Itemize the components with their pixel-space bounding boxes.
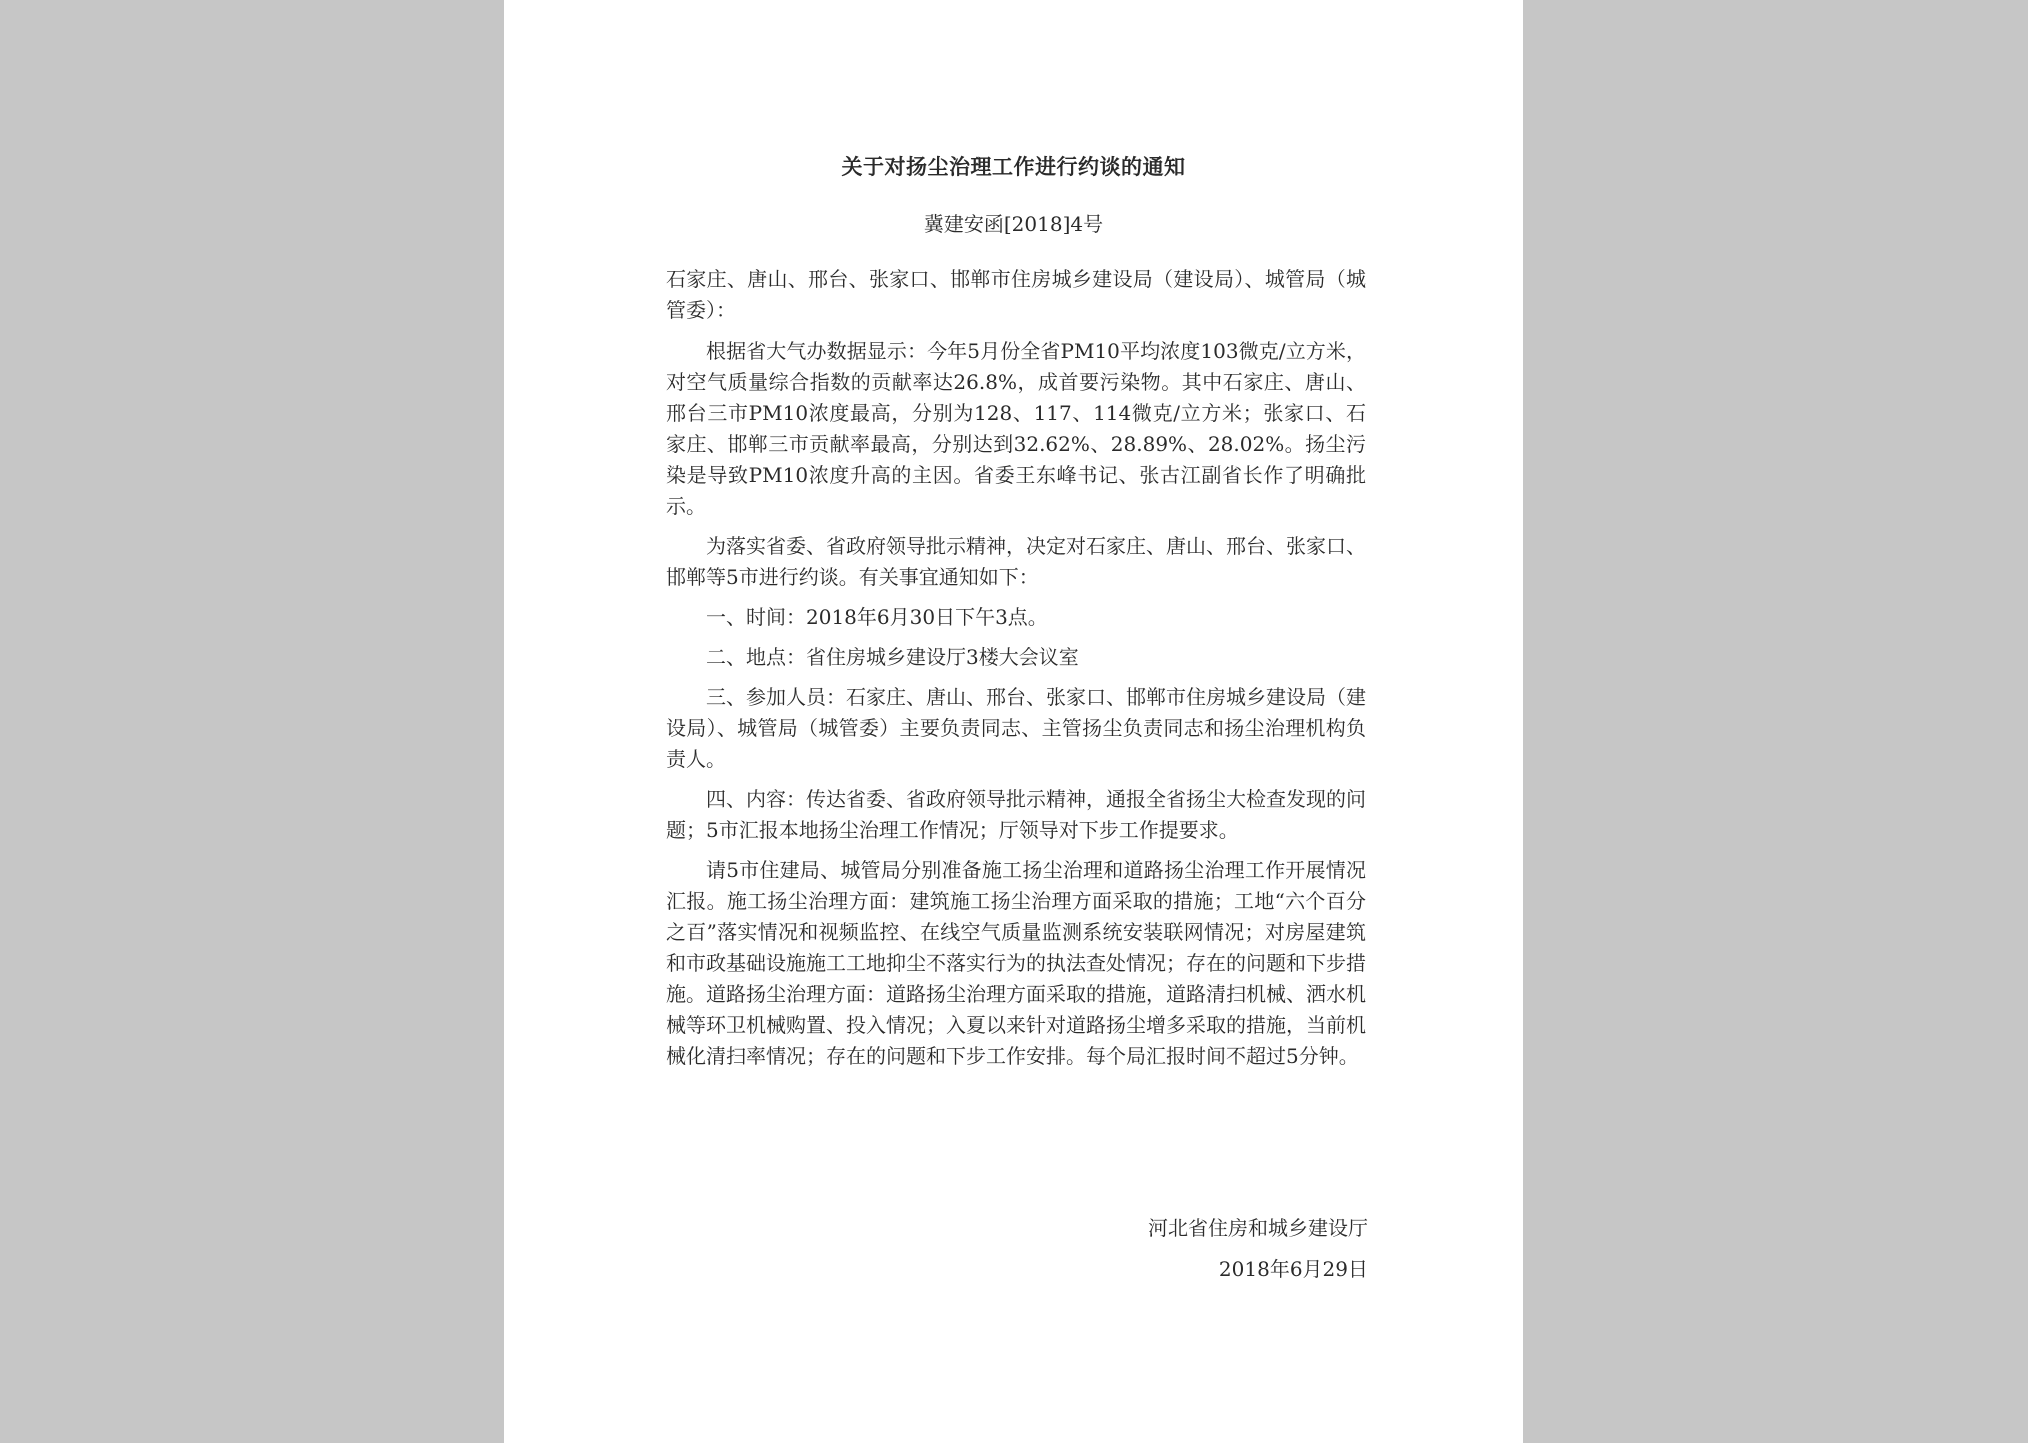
signature-block	[1148, 1208, 1368, 1290]
addressee: 石家庄、唐山、邢台、张家口、邯郸市住房城乡建设局（建设局）、城管局（城管委）：	[666, 267, 1366, 322]
item-attendees: 三、参加人员：石家庄、唐山、邢台、张家口、邯郸市住房城乡建设局（建设局）、城管局（城管委）主要负责同志、主管扬尘负责同志和扬尘治理机构负责人。	[666, 685, 1366, 771]
document-title: 关于对扬尘治理工作进行约谈的通知	[841, 154, 1186, 179]
issuing-organization: 河北省住房和城乡建设厅	[1148, 1216, 1368, 1240]
document-number: 冀建安函[2018]4号	[923, 212, 1104, 236]
item-time: 一、时间：2018年6月30日下午3点。	[706, 605, 1048, 629]
paragraph-reporting-requirements: 请5市住建局、城管局分别准备施工扬尘治理和道路扬尘治理工作开展情况汇报。施工扬尘治理方面：建筑施工扬尘治理方面采取的措施；工地“六个百分之百”落实情况和视频监控、在线空气质量监测系统安装联网情况；对房屋建筑和市政基础设施施工工地抑尘不落实行为的执法查处情况；存在的问题和下步措施。道路扬尘治理方面：道路扬尘治理方面采取的措施，道路清扫机械、洒水机械等环卫机械购置、投入情况；入夏以来针对道路扬尘增多采取的措施，当前机械化清扫率情况；存在的问题和下步工作安排。每个局汇报时间不超过5分钟。	[666, 858, 1366, 1068]
document-body	[666, 264, 1366, 1081]
document-page	[504, 0, 1523, 1443]
paragraph-decision: 为落实省委、省政府领导批示精神，决定对石家庄、唐山、邢台、张家口、邯郸等5市进行约谈。有关事宜通知如下：	[666, 534, 1366, 589]
item-content: 四、内容：传达省委、省政府领导批示精神，通报全省扬尘大检查发现的问题；5市汇报本地扬尘治理工作情况；厅领导对下步工作提要求。	[666, 787, 1366, 842]
item-location: 二、地点：省住房城乡建设厅3楼大会议室	[706, 645, 1079, 669]
issue-date: 2018年6月29日	[1218, 1257, 1368, 1281]
paragraph-background: 根据省大气办数据显示：今年5月份全省PM10平均浓度103微克/立方米，对空气质量综合指数的贡献率达26.8%，成首要污染物。其中石家庄、唐山、邢台三市PM10浓度最高，分别为128、117、114微克/立方米；张家口、石家庄、邯郸三市贡献率最高，分别达到32.62%、28.89%、28.02%。扬尘污染是导致PM10浓度升高的主因。省委王东峰书记、张古江副省长作了明确批示。	[666, 339, 1366, 518]
